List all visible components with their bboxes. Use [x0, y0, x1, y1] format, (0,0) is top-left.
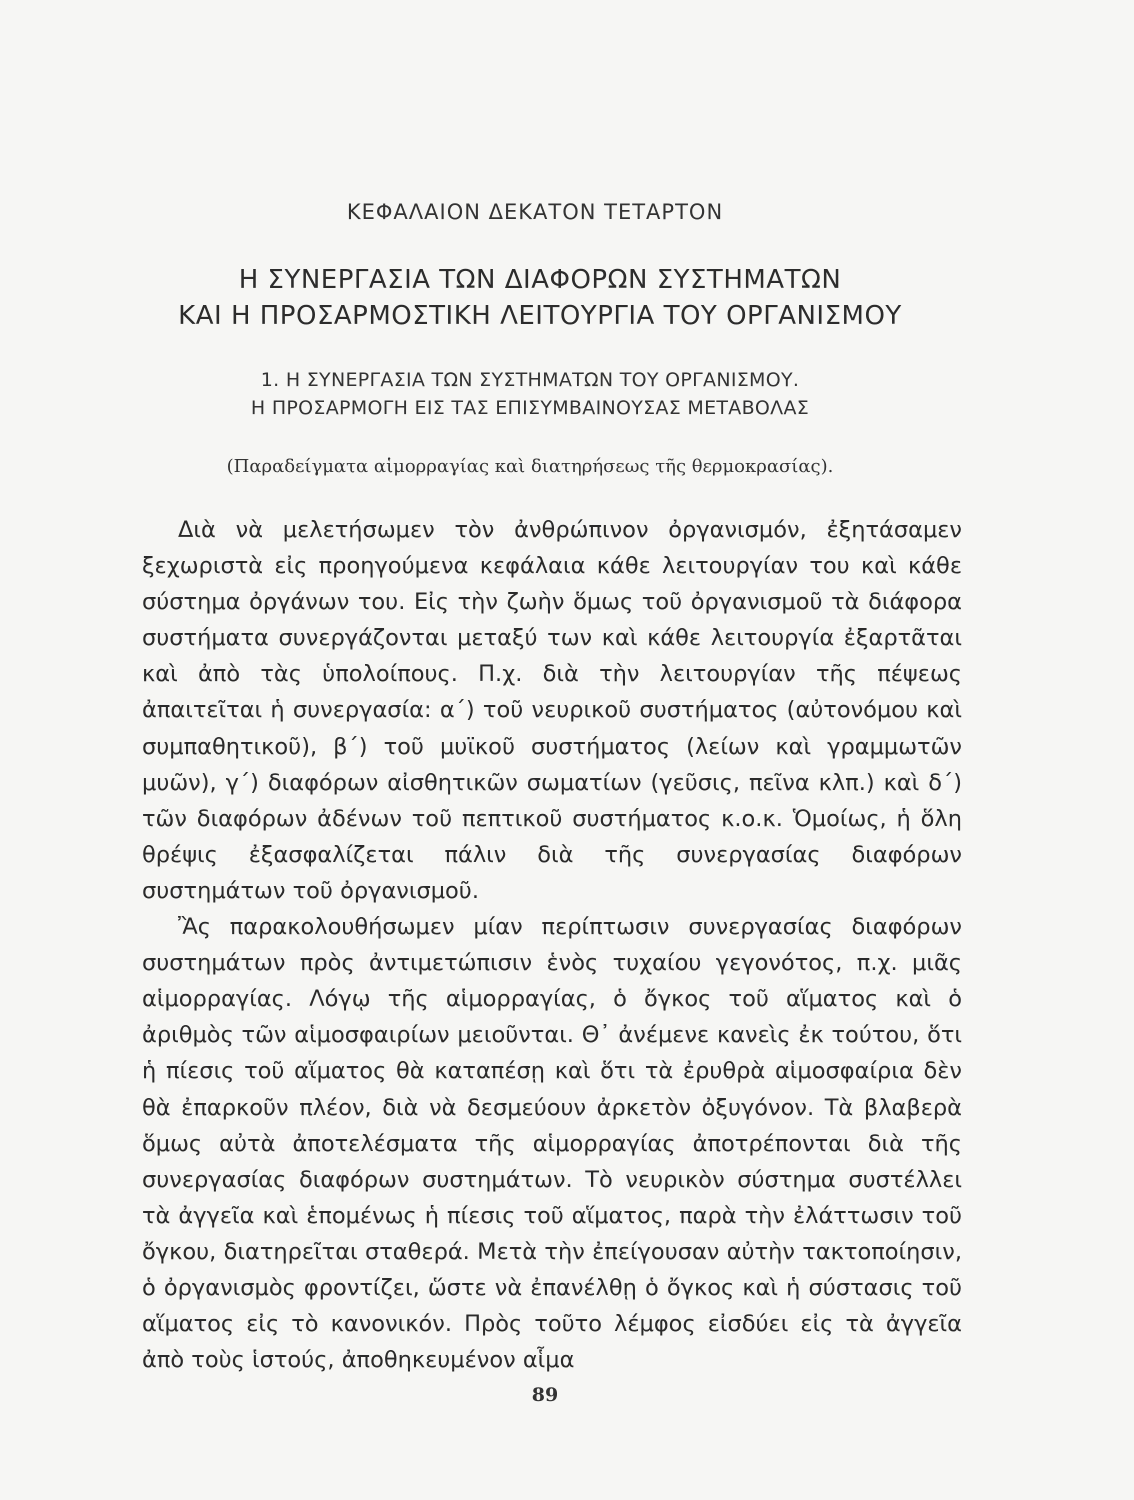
paragraph-1: Διὰ νὰ μελετήσωμεν τὸν ἀνθρώπινον ὀργανισμόν, ἐξητάσαμεν ξεχωριστὰ εἰς προηγούμενα κεφάλαια κάθε λειτουργίαν του καὶ κάθε σύστημα ὀργάνων του. Εἰς τὴν ζωὴν ὅμως τοῦ ὀργανισμοῦ τὰ διάφορα συστήματα συνεργάζονται μεταξύ των καὶ κάθε λειτουργία ἐξαρτᾶται καὶ ἀπὸ τὰς ὑπολοίπους. Π.χ. διὰ τὴν λειτουργίαν τῆς πέψεως ἀπαιτεῖται ἡ συνεργασία: α΄) τοῦ νευρικοῦ συστήματος (αὐτονόμου καὶ συμπαθητικοῦ), β΄) τοῦ μυϊκοῦ συστήματος (λείων καὶ γραμμωτῶν μυῶν), γ΄) διαφόρων αἰσθητικῶν σωματίων (γεῦσις, πεῖνα κλπ.) καὶ δ΄) τῶν διαφόρων ἀδένων τοῦ πεπτικοῦ συστήματος κ.ο.κ. Ὁμοίως, ἡ ὅλη θρέψις ἐξασφαλίζεται πάλιν διὰ τῆς συνεργασίας διαφόρων συστημάτων τοῦ ὀργανισμοῦ.	[142, 517, 962, 904]
chapter-title-line-1: Η ΣΥΝΕΡΓΑΣΙΑ ΤΩΝ ΔΙΑΦΟΡΩΝ ΣΥΣΤΗΜΑΤΩΝ	[238, 265, 842, 295]
chapter-title-line-2: ΚΑΙ Η ΠΡΟΣΑΡΜΟΣΤΙΚΗ ΛΕΙΤΟΥΡΓΙΑ ΤΟΥ ΟΡΓΑΝΙΣΜΟΥ	[178, 301, 902, 331]
section-heading	[0, 366, 1060, 422]
paragraph-2: Ἂς παρακολουθήσωμεν μίαν περίπτωσιν συνεργασίας διαφόρων συστημάτων πρὸς ἀντιμετώπισιν ἑνὸς τυχαίου γεγονότος, π.χ. μιᾶς αἱμορραγίας. Λόγῳ τῆς αἱμορραγίας, ὁ ὄγκος τοῦ αἵματος καὶ ὁ ἀριθμὸς τῶν αἱμοσφαιρίων μειοῦνται. Θ᾽ ἀνέμενε κανεὶς ἐκ τούτου, ὅτι ἡ πίεσις τοῦ αἵματος θὰ καταπέσῃ καὶ ὅτι τὰ ἐρυθρὰ αἱμοσφαίρια δὲν θὰ ἐπαρκοῦν πλέον, διὰ νὰ δεσμεύουν ἀρκετὸν ὀξυγόνον. Τὰ βλαβερὰ ὅμως αὐτὰ ἀποτελέσματα τῆς αἱμορραγίας ἀποτρέπονται διὰ τῆς συνεργασίας διαφόρων συστημάτων. Τὸ νευρικὸν σύστημα συστέλλει τὰ ἀγγεῖα καὶ ἑπομένως ἡ πίεσις τοῦ αἵματος, παρὰ τὴν ἐλάττωσιν τοῦ ὄγκου, διατηρεῖται σταθερά. Μετὰ τὴν ἐπείγουσαν αὐτὴν τακτοποίησιν, ὁ ὀργανισμὸς φροντίζει, ὥστε νὰ ἐπανέλθῃ ὁ ὄγκος καὶ ἡ σύστασις τοῦ αἵματος εἰς τὸ κανονικόν. Πρὸς τοῦτο λέμφος εἰσδύει εἰς τὰ ἀγγεῖα ἀπὸ τοὺς ἱστούς, ἀποθηκευμένον αἷμα	[142, 914, 962, 1374]
body-text	[142, 512, 962, 1378]
section-subtitle: (Παραδείγματα αἱμορραγίας καὶ διατηρήσεως τῆς θερμοκρασίας).	[226, 456, 834, 477]
section-heading-line-1: 1. Η ΣΥΝΕΡΓΑΣΙΑ ΤΩΝ ΣΥΣΤΗΜΑΤΩΝ ΤΟΥ ΟΡΓΑΝΙΣΜΟΥ.	[260, 369, 800, 391]
page-number: 89	[531, 1384, 559, 1406]
chapter-label: ΚΕΦΑΛΑΙΟΝ ΔΕΚΑΤΟΝ ΤΕΤΑΡΤΟΝ	[346, 200, 724, 224]
chapter-title	[0, 262, 1080, 334]
section-heading-line-2: Η ΠΡΟΣΑΡΜΟΓΗ ΕΙΣ ΤΑΣ ΕΠΙΣΥΜΒΑΙΝΟΥΣΑΣ ΜΕΤΑΒΟΛΑΣ	[250, 397, 810, 419]
